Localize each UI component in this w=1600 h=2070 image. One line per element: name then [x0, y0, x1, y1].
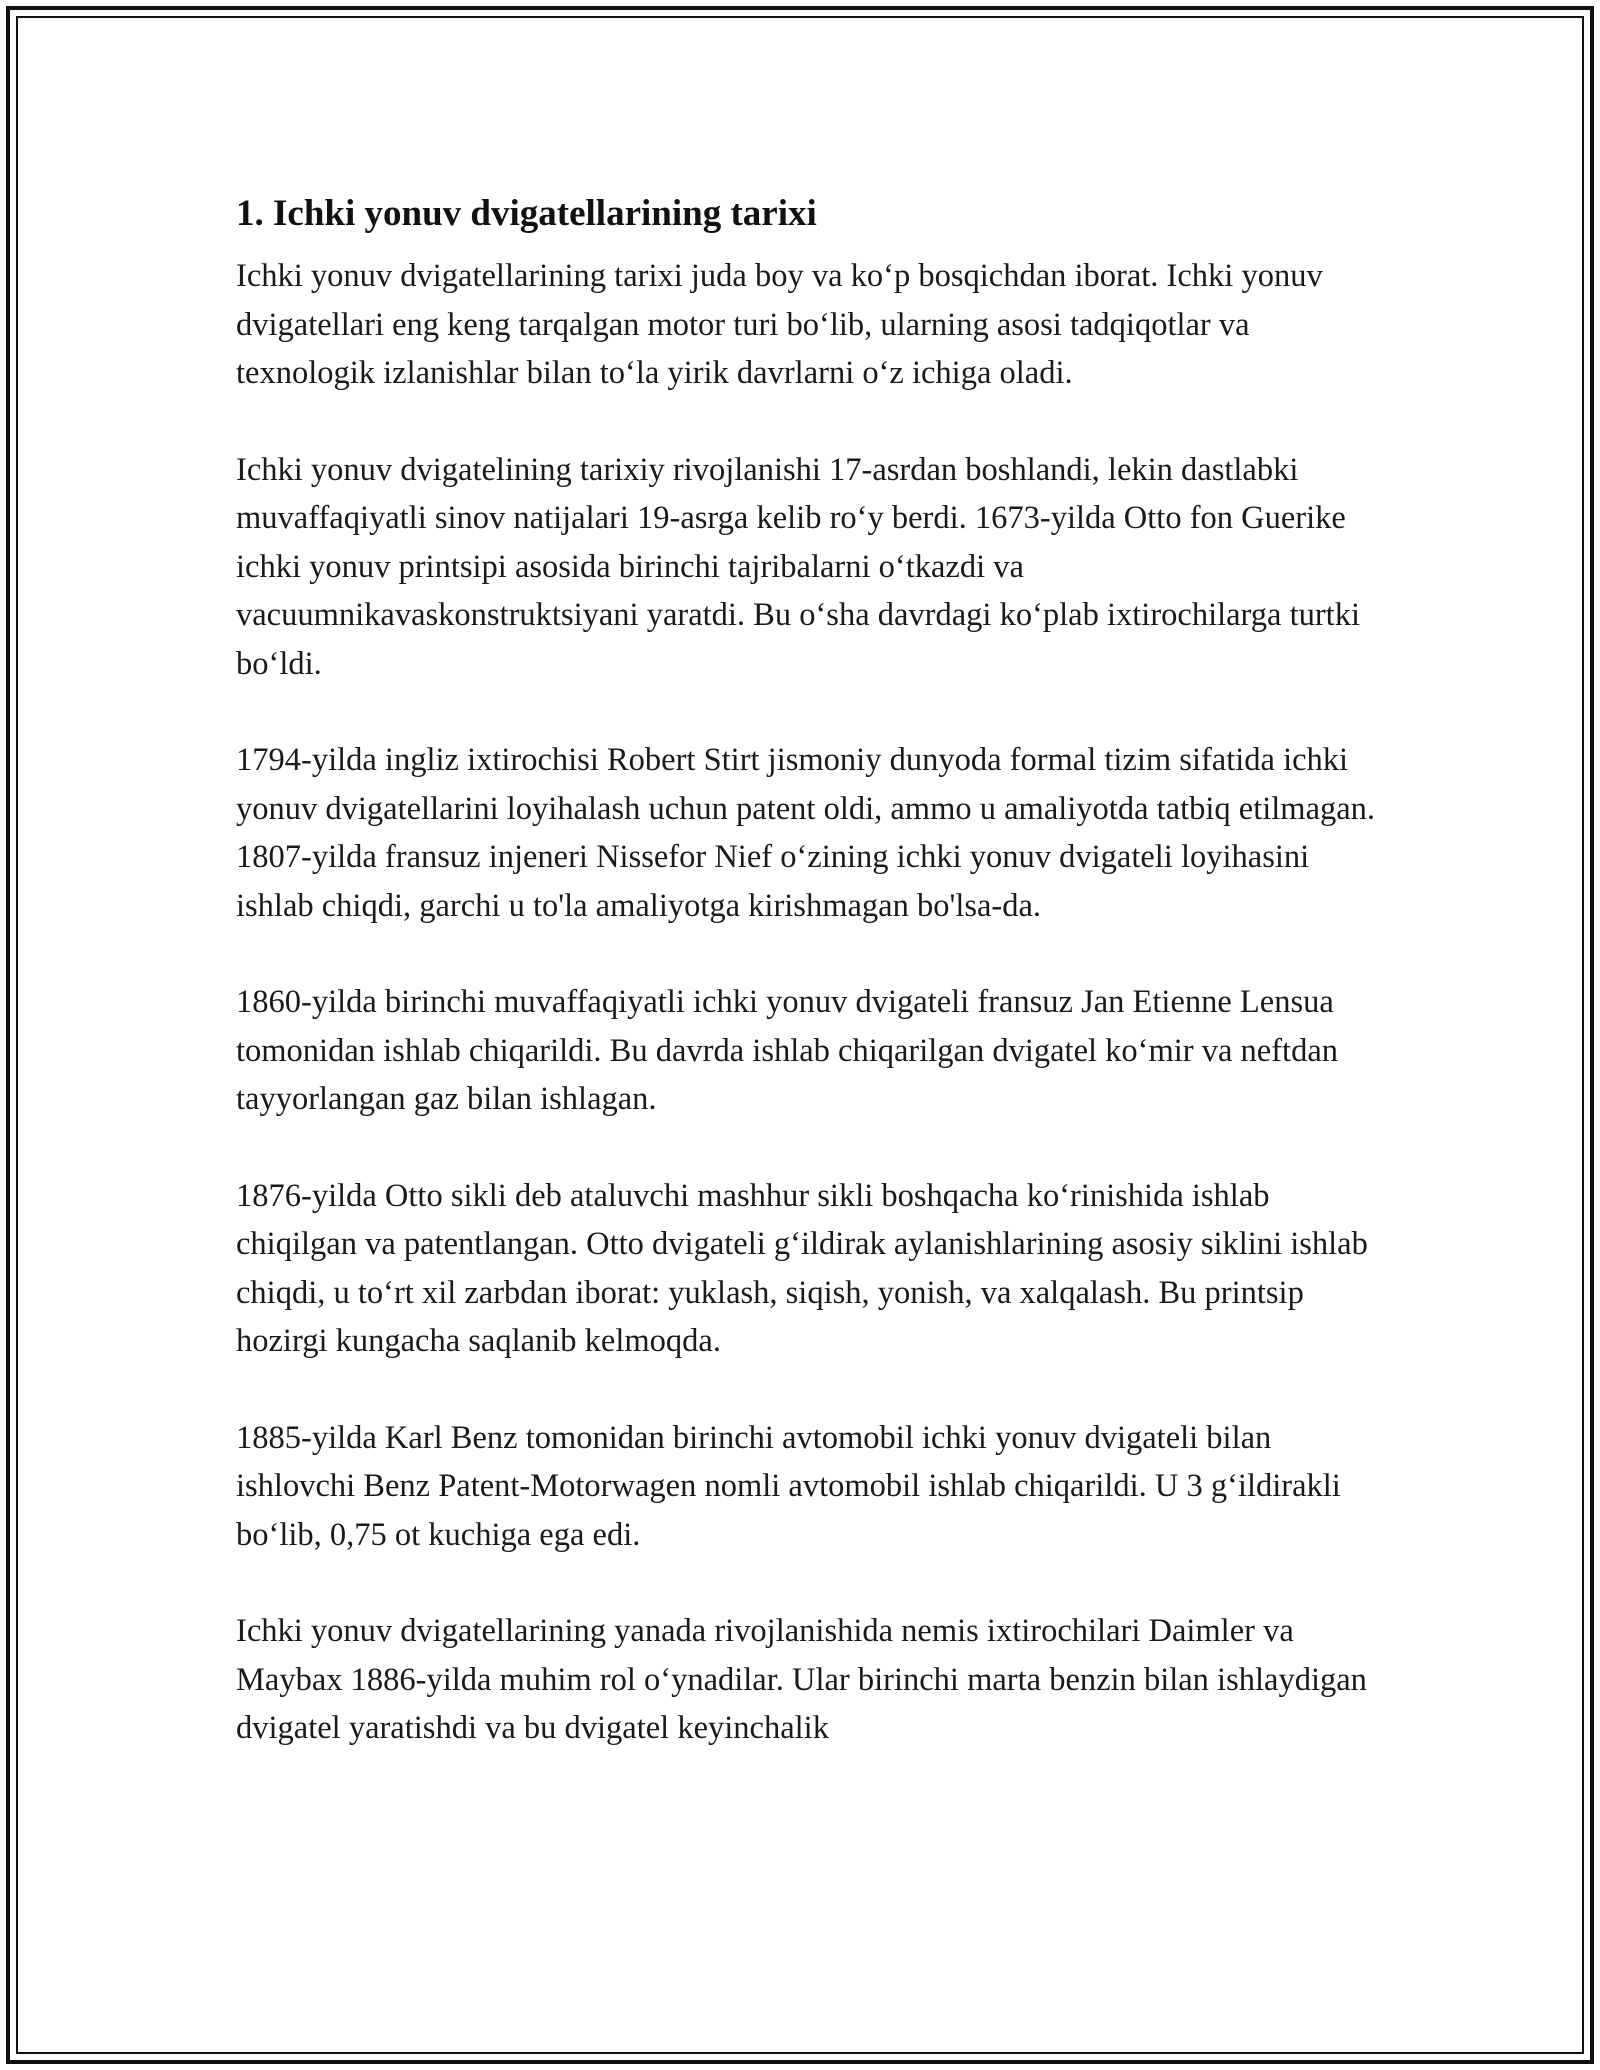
- paragraph-17th-century: Ichki yonuv dvigatelining tarixiy rivojlanishi 17-asrdan boshlandi, lekin dastlabki muvaffaqiyatli sinov natijalari 19-asrga kelib ro‘y berdi. 1673-yilda Otto fon Guerike ichki yonuv printsipi asosida birinchi tajribalarni o‘tkazdi va vacuumnikavaskonstruktsiyani yaratdi. Bu o‘sha davrdagi ko‘plab ixtirochilarga turtki bo‘ldi.: [236, 451, 1360, 682]
- paragraph-1794: 1794-yilda ingliz ixtirochisi Robert Stirt jismoniy dunyoda formal tizim sifatida ichki yonuv dvigatellarini loyihalash uchun patent oldi, ammo u amaliyotda tatbiq etilmagan. 1807-yilda fransuz injeneri Nissefor Nief o‘zining ichki yonuv dvigateli loyihasini ishlab chiqdi, garchi u to'la amaliyotga kirishmagan bo'lsa-da.: [236, 742, 1376, 924]
- paragraph-1885: 1885-yilda Karl Benz tomonidan birinchi avtomobil ichki yonuv dvigateli bilan ishlovchi Benz Patent-Motorwagen nomli avtomobil ishlab chiqarildi. U 3 g‘ildirakli bo‘lib, 0,75 ot kuchiga ega edi.: [236, 1419, 1341, 1553]
- document-body: [236, 190, 1376, 1801]
- paragraph-1876: 1876-yilda Otto sikli deb ataluvchi mashhur sikli boshqacha ko‘rinishida ishlab chiqilgan va patentlangan. Otto dvigateli g‘ildirak aylanishlarining asosiy siklini ishlab chiqdi, u to‘rt xil zarbdan iborat: yuklash, siqish, yonish, va xalqalash. Bu printsip hozirgi kungacha saqlanib kelmoqda.: [236, 1177, 1368, 1359]
- paragraph-1886: Ichki yonuv dvigatellarining yanada rivojlanishida nemis ixtirochilari Daimler va Maybax 1886-yilda muhim rol o‘ynadilar. Ular birinchi marta benzin bilan ishlaydigan dvigatel yaratishdi va bu dvigatel keyinchalik: [236, 1613, 1367, 1746]
- paragraph-intro: Ichki yonuv dvigatellarining tarixi juda boy va ko‘p bosqichdan iborat. Ichki yonuv dvigatellari eng keng tarqalgan motor turi bo‘lib, ularning asosi tadqiqotlar va texnologik izlanishlar bilan to‘la yirik davrlarni o‘z ichiga oladi.: [236, 258, 1323, 391]
- section-heading: 1. Ichki yonuv dvigatellarining tarixi: [236, 193, 817, 234]
- paragraph-1860: 1860-yilda birinchi muvaffaqiyatli ichki yonuv dvigateli fransuz Jan Etienne Lensua tomonidan ishlab chiqarildi. Bu davrda ishlab chiqarilgan dvigatel ko‘mir va neftdan tayyorlangan gaz bilan ishlagan.: [236, 984, 1339, 1117]
